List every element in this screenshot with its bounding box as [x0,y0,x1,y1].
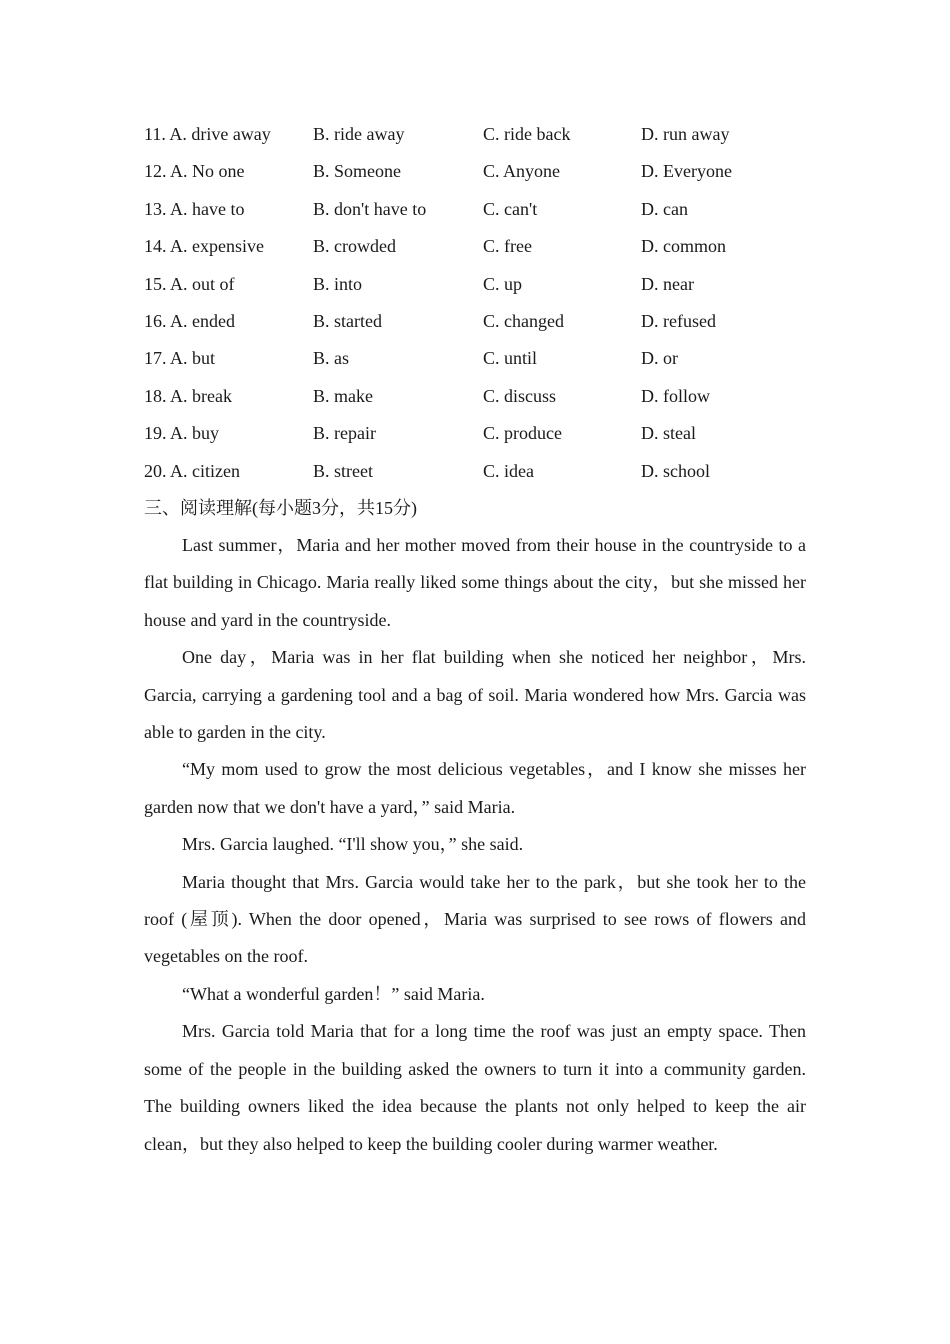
question-row-18 [144,378,806,415]
option-c: C. Anyone [483,161,561,182]
option-a: 11. A. drive away [144,124,271,144]
option-b: B. ride away [313,124,405,144]
option-c: C. changed [483,310,564,331]
option-d: D. refused [641,310,716,331]
option-a: 15. A. out of [144,273,235,294]
option-d: D. run away [641,124,730,144]
option-a: 13. A. have to [144,198,245,219]
option-c: C. can't [483,198,538,219]
option-d: D. common [641,236,726,257]
reading-passage [144,527,806,1163]
option-a: 16. A. ended [144,310,235,331]
option-c: C. free [483,236,532,257]
paragraph: Mrs. Garcia laughed. “I'll show you，” she said. [182,834,524,855]
option-b: B. crowded [313,236,396,257]
paragraph: “What a wonderful garden！” said Maria. [182,983,485,1004]
option-b: B. as [313,348,349,369]
option-c: C. produce [483,423,562,444]
question-row-16 [144,303,806,340]
option-a: 19. A. buy [144,423,220,444]
option-b: B. into [313,273,363,294]
option-a: 12. A. No one [144,161,245,182]
option-b: B. street [313,460,373,481]
question-row-15 [144,266,806,303]
option-c: C. until [483,348,538,369]
option-b: B. don't have to [313,198,427,219]
question-row-13 [144,191,806,228]
option-d: D. follow [641,385,710,406]
option-d: D. can [641,198,688,219]
question-row-11 [144,116,806,153]
paragraph: One day，Maria was in her flat building when she noticed her neighbor，Mrs. Garcia, carrying a gardening tool and a bag of soil. Maria wondered how Mrs. Garcia was able to garden in the city. [144,647,806,743]
option-d: D. Everyone [641,161,732,182]
option-c: C. discuss [483,385,557,406]
paragraph: “My mom used to grow the most delicious vegetables，and I know she misses her garden now that we don't have a yard，” said Maria. [144,759,806,817]
option-b: B. repair [313,423,376,444]
paragraph: Last summer，Maria and her mother moved from their house in the countryside to a flat building in Chicago. Maria really liked some things about the city，but she missed her house and yard in the countryside. [144,535,806,630]
option-c: C. up [483,273,523,294]
option-d: D. near [641,273,694,294]
paragraph: Mrs. Garcia told Maria that for a long time the roof was just an empty space. Then some of the people in the building asked the owners to turn it into a community garden. The building owners liked the idea because the plants not only helped to keep the air clean，but they also helped to keep the building cooler during warmer weather. [144,1021,806,1154]
option-a: 20. A. citizen [144,460,240,481]
option-d: D. or [641,348,678,369]
option-b: B. make [313,385,373,406]
multiple-choice-options [144,116,806,490]
option-c: C. idea [483,460,534,481]
paragraph: Maria thought that Mrs. Garcia would take her to the park，but she took her to the roof (屋顶). When the door opened，Maria was surprised to see rows of flowers and vegetables on the roof. [144,871,806,967]
question-row-14 [144,228,806,265]
section-heading: 三、阅读理解(每小题3分，共15分) [144,498,417,518]
option-a: 17. A. but [144,348,216,369]
question-row-12 [144,153,806,190]
option-a: 18. A. break [144,385,232,406]
option-c: C. ride back [483,124,571,144]
question-row-19 [144,415,806,452]
question-row-17 [144,340,806,377]
option-d: D. steal [641,423,696,444]
option-b: B. Someone [313,161,401,182]
option-a: 14. A. expensive [144,236,264,257]
question-row-20 [144,453,806,490]
option-b: B. started [313,310,382,331]
option-d: D. school [641,460,710,481]
